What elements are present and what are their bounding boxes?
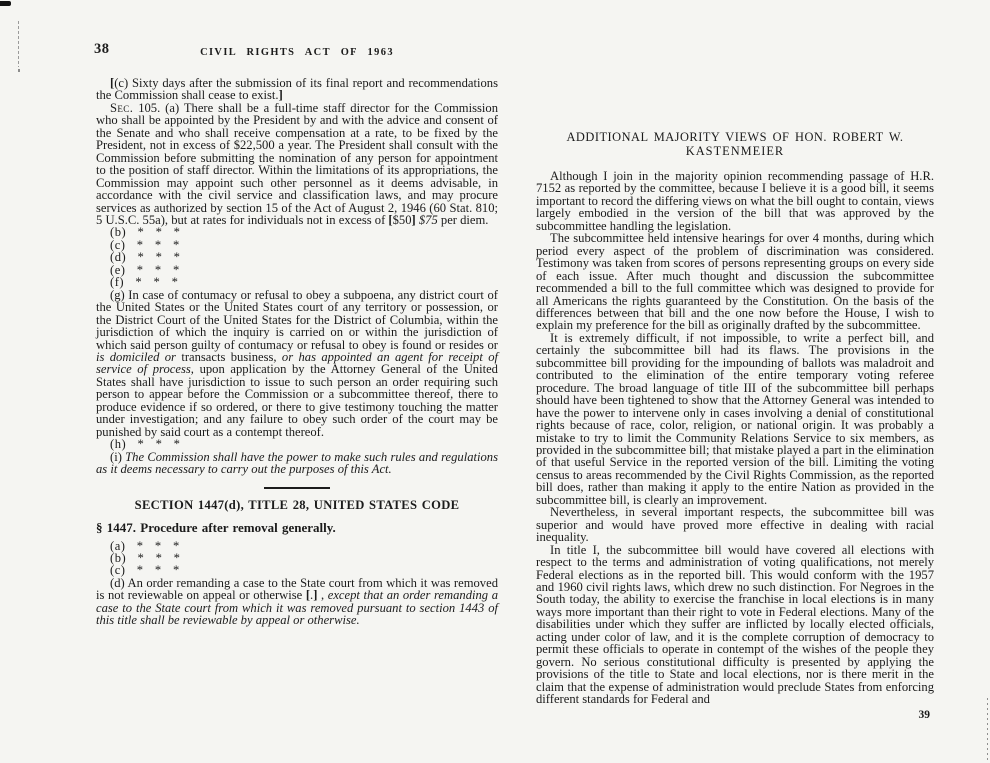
ellipsis-line-d: (d) * * * [110, 250, 181, 265]
page-number-right: 39 [918, 709, 930, 722]
paragraph-1447d: (d) An order remanding a case to the State court from which it was removed is not reviewable on appeal or otherwise [.] , except that an order remanding a case to the State court from which it was removed pursuant to section 1443 of this title shall be reviewable by appeal or otherwise. [96, 575, 498, 628]
paragraph-repeal-clause-c: [(c) Sixty days after the submission of its final report and recommendations the Commission shall cease to exist.] [96, 76, 498, 103]
additional-views-heading [536, 131, 934, 158]
paragraph-sec-105i: (i) The Commission shall have the power to make such rules and regulations as it deems necessary to carry out the purposes of this Act. [96, 449, 498, 477]
running-title: CIVIL RIGHTS ACT OF 1963 [200, 47, 394, 58]
scan-artifact-corner-mark [0, 1, 11, 6]
paragraph-sec-105g: (g) In case of contumacy or refusal to obey a subpoena, any district court of the United States or the United States court of any territory or possession, or the District Court of the United States for the District of Columbia, within the jurisdiction of which the inquiry is carried on or within the jurisdiction of which said person guilty of contumacy or refusal to obey is found or resides or is domiciled or transacts business, or has appointed an agent for receipt of service of process, upon application by the Attorney General of the United States shall have jurisdiction to issue to such person an order requiring such person to appear before the Commission or a subcommittee thereof, there to produce evidence if so ordered, or there to give testimony touching the matter under investigation; and any failure to obey such order of the court may be punished by said court as a contempt thereof. [96, 287, 498, 439]
views-paragraph-4: Nevertheless, in several important respects, the subcommittee bill was superior and would have proved more effective in dealing with racial inequality. [536, 505, 934, 545]
running-header [94, 41, 498, 58]
ellipsis-line-b: (b) * * * [110, 225, 181, 240]
ellipsis-line-h: (h) * * * [110, 437, 181, 452]
ellipsis-line-1447a: (a) * * * [110, 538, 180, 553]
scan-artifact-margin-dot [18, 69, 20, 72]
views-paragraph-2: The subcommittee held intensive hearings for over 4 months, during which period every aspect of the problem of discrimination was considered. Testimony was taken from scores of persons representing groups on every side of each issue. After much thought and discussion the subcommittee recommended a bill to the full committee which was designed to provide for all Americans the rights guaranteed by the Constitution. On the basis of the differences between that bill and the one now before the House, I wish to explain my preference for the bill as originally drafted by the subcommittee. [536, 231, 934, 333]
scan-artifact-margin-line [18, 21, 19, 67]
ellipsis-line-1447c: (c) * * * [110, 563, 180, 578]
heading-line-2: KASTENMEIER [685, 143, 785, 158]
page-number-left: 38 [94, 41, 110, 57]
views-paragraph-5: In title I, the subcommittee bill would have covered all elections with respect to the terms and administration of voting qualifications, not merely Federal elections as in the reported bill. This would conform with the 1957 and 1960 civil rights laws, which drew no such distinction. For Negroes in the South today, the ability to exercise the franchise in local elections is in many ways more important than their right to vote in Federal elections. Many of the disabilities under which they suffer are inflicted by locally elected officials, acting under color of law, and it is the complete corruption of democracy to permit these officials to operate in contempt of the wishes of the people they govern. No serious constitutional difficulty is presented by applying the provisions of the title to State and local elections, nor is there merit in the claim that the expense of administration would preclude States from enforcing different standards for Federal and [536, 542, 934, 707]
heading-line-1: ADDITIONAL MAJORITY VIEWS OF HON. ROBERT W. [566, 130, 904, 144]
views-paragraph-3: It is extremely difficult, if not impossible, to write a perfect bill, and certainly the subcommittee bill had its flaws. The provisions in the subcommittee bill providing for the impounding of ballots was maladroit and contributed to the elimination of the entire temporary voting referee procedure. The broad language of title III of the subcommittee bill perhaps should have been tightened to show that the Attorney General was intended to have the power to intervene only in cases involving a denial of constitutional rights because of race, color, religion, or national origin. It was probably a mistake to try to limit the Community Relations Service to six members, as provided in the subcommittee bill; that mistake played a part in the elimination of that useful Service in the reported version of the bill. Limiting the voting census to areas recommended by the Civil Rights Commission, as the reported bill does, rather than making it apply to the entire Nation as provided in the subcommittee bill, is clearly an improvement. [536, 330, 935, 507]
scan-artifact-page-edge-line [987, 698, 988, 763]
ellipsis-line-1447b: (b) * * * [110, 550, 181, 565]
section-divider-rule [264, 487, 330, 489]
right-page [536, 131, 934, 722]
section-1447-heading: SECTION 1447(d), TITLE 28, UNITED STATES CODE [134, 497, 460, 512]
ellipsis-line-c: (c) * * * [110, 237, 180, 252]
left-page [94, 41, 498, 628]
ellipsis-line-e: (e) * * * [110, 262, 180, 277]
paragraph-sec-105a: Sec. 105. (a) There shall be a full-time staff director for the Commission who shall be appointed by the President by and with the advice and consent of the Senate and who shall receive compensation at a rate, to be fixed by the President, not in excess of $22,500 a year. The President shall consult with the Commission before submitting the nomination of any person for appointment to the position of staff director. Within the limitations of its appropriations, the Commission may appoint such other personnel as it deems advisable, in accordance with the civil service and classification laws, and may procure services as authorized by section 15 of the Act of August 2, 1946 (60 Stat. 810; 5 U.S.C. 55a), but at rates for individuals not in excess of [$50] $75 per diem. [96, 100, 498, 227]
statute-1447-heading: § 1447. Procedure after removal generally. [96, 519, 336, 535]
ellipsis-line-f: (f) * * * [110, 275, 179, 290]
views-paragraph-1: Although I join in the majority opinion recommending passage of H.R. 7152 as reported by the committee, because I believe it is a good bill, it seems important to record the differing views on what the bill ought to contain, views largely embodied in the version of the bill that was approved by the subcommittee handling the legislation. [536, 169, 934, 233]
